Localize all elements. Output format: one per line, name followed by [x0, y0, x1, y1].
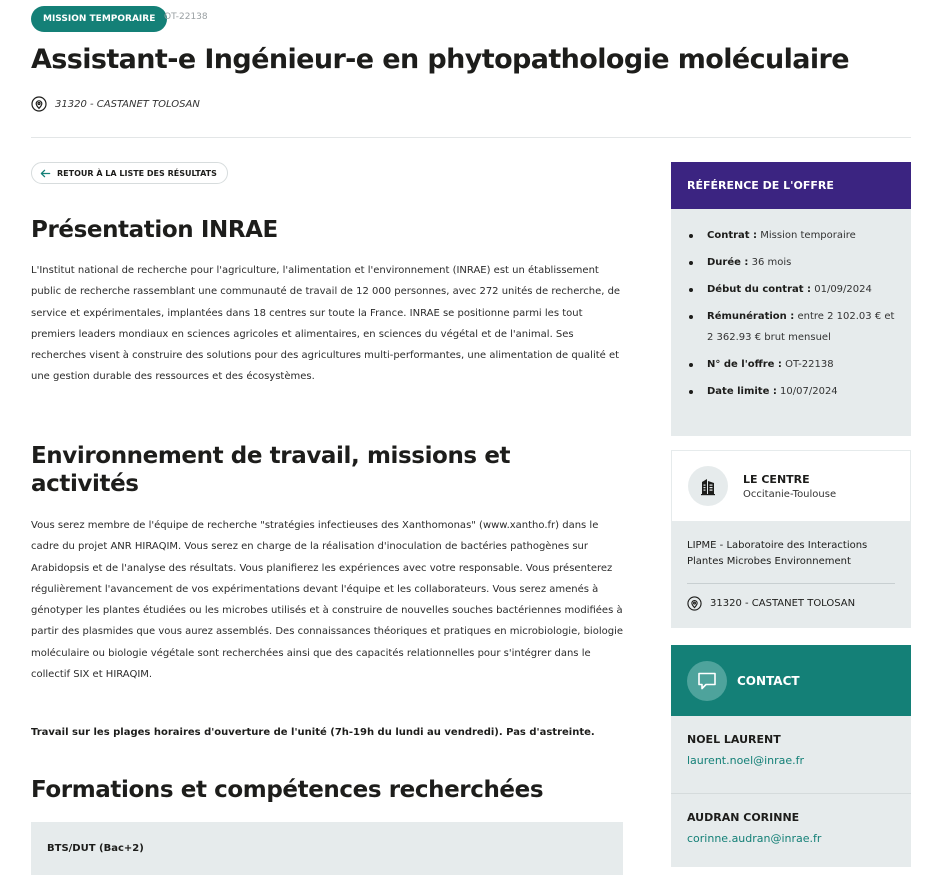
contact-name: AUDRAN CORINNE: [687, 811, 800, 824]
section-title-presentation: Présentation INRAE: [31, 217, 278, 243]
offer-detail-number: N° de l'offre : OT-22138: [687, 354, 895, 375]
offer-detail-salary: Rémunération : entre 2 102.03 € et 2 362.93 € brut mensuel: [687, 306, 895, 348]
contact-title: CONTACT: [737, 673, 800, 688]
job-type-badge: MISSION TEMPORAIRE: [31, 6, 167, 32]
presentation-text: L'Institut national de recherche pour l'agriculture, l'alimentation et l'environnement (INRAE) est un établissement public de recherche rassemblant une communauté de travail de 12 000 personnes, avec 272 unités de recherche, de service et expérimentales, implantées dans 18 centres sur toute la France. INRAE se positionne parmi les tout premiers leaders mondiaux en sciences agricoles et alimentaires, en sciences du végétal et de l'animal. Ses recherches visent à construire des solutions pour des agricultures multi-performantes, une alimentation de qualité et une gestion durable des ressources et des écosystèmes.: [31, 265, 621, 383]
environment-text: Vous serez membre de l'équipe de recherche "stratégies infectieuses des Xanthomonas" (www.xantho.fr) dans le cadre du projet ANR HIRAQIM. Vous serez en charge de la réalisation d'inoculation de bactéries pathogènes sur Arabidopsis et de l'analyse des résultats. Vous planifierez les expériences avec votre responsable. Vous présenterez régulièrement l'avancement de vos expérimentations devant l'équipe et les collaborateurs. Vous serez amenés à génotyper les plantes étudiées ou les microbes utilisés et à construire de nouvelles souches bactériennes modifiées à partir des plasmides que vous aurez assemblés. Des connaissances théoriques et pratiques en microbiologie, biologie moléculaire ou biologie végétale sont recherchées ainsi que des capacités relationnelles pour s'intégrer dans le collectif SIX et HIRAQIM.: [31, 520, 624, 681]
back-to-results-button[interactable]: [31, 162, 228, 184]
working-hours-note: Travail sur les plages horaires d'ouverture de l'unité (7h-19h du lundi au vendredi). Pas d'astreinte.: [31, 727, 595, 738]
centre-location-text: 31320 - CASTANET TOLOSAN: [710, 598, 856, 609]
contact-card: [671, 794, 911, 867]
building-icon: [698, 476, 718, 496]
back-to-results-label: RETOUR À LA LISTE DES RÉSULTATS: [57, 168, 217, 178]
section-title-formations: Formations et compétences recherchées: [31, 777, 544, 803]
offer-detail-deadline: Date limite : 10/07/2024: [687, 381, 895, 402]
location-pin-icon: [687, 596, 702, 611]
contact-email-link[interactable]: corinne.audran@inrae.fr: [687, 832, 822, 845]
contact-email-link[interactable]: laurent.noel@inrae.fr: [687, 754, 805, 767]
offer-reference-header: [671, 162, 911, 209]
page-title: Assistant-e Ingénieur-e en phytopathologie moléculaire: [31, 44, 849, 75]
centre-title: LE CENTRE: [743, 472, 810, 486]
contact-card: [671, 716, 911, 793]
location-pin-icon: [31, 96, 47, 112]
formation-level-box: [31, 822, 623, 875]
centre-lab-name: LIPME - Laboratoire des Interactions Plantes Microbes Environnement: [687, 540, 868, 567]
offer-reference-title: RÉFÉRENCE DE L'OFFRE: [687, 179, 834, 192]
offer-detail-contract: Contrat : Mission temporaire: [687, 225, 895, 246]
offer-reference-code: OT-22138: [164, 12, 208, 22]
centre-panel: [671, 522, 911, 628]
section-title-environment: Environnement de travail, missions et activités: [31, 443, 511, 497]
centre-icon-circle: [688, 466, 728, 506]
contact-header: [671, 645, 911, 716]
centre-region: Occitanie-Toulouse: [743, 488, 837, 500]
contact-icon-circle: [687, 661, 727, 701]
centre-location: [687, 596, 895, 611]
centre-header: [671, 450, 911, 522]
offer-detail-start-date: Début du contrat : 01/09/2024: [687, 279, 895, 300]
centre-divider: [687, 583, 895, 584]
offer-detail-duration: Durée : 36 mois: [687, 252, 895, 273]
header-divider: [31, 137, 911, 138]
offer-reference-panel: [671, 209, 911, 436]
contact-name: NOEL LAURENT: [687, 733, 781, 746]
offer-details-list: [687, 225, 895, 402]
formation-level: BTS/DUT (Bac+2): [47, 843, 144, 854]
chat-bubble-icon: [696, 670, 718, 692]
job-location-text: 31320 - CASTANET TOLOSAN: [55, 98, 200, 110]
arrow-left-icon: [40, 168, 51, 179]
job-location: [31, 96, 200, 112]
